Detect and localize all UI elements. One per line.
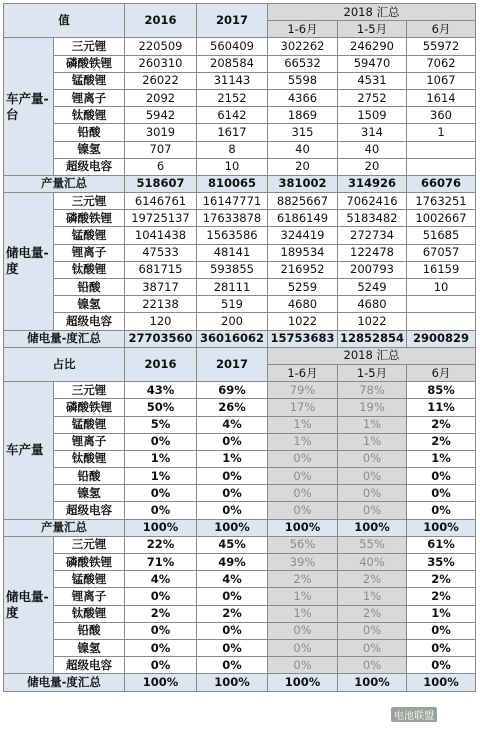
cell-2017: 200 <box>197 313 268 330</box>
row-name: 镍氢 <box>54 485 125 502</box>
cell-h1: 0% <box>268 657 338 674</box>
row-name: 铅酸 <box>54 279 125 296</box>
cell-2016: 26022 <box>125 72 197 89</box>
cell-2017: 49% <box>197 554 268 571</box>
cell-h1: 324419 <box>268 227 338 244</box>
cell-2016: 3019 <box>125 124 197 141</box>
row-name: 锂离子 <box>54 89 125 106</box>
header-m1-5: 1-5月 <box>338 21 407 38</box>
cell-2017: 45% <box>197 536 268 553</box>
cell-m1-5: 55% <box>338 536 407 553</box>
cell-2017: 0% <box>197 639 268 656</box>
cell-m1-5: 4680 <box>338 296 407 313</box>
cell-jun: 2% <box>407 416 476 433</box>
cell-2016: 38717 <box>125 279 197 296</box>
row-name: 铅酸 <box>54 124 125 141</box>
cell-m1-5: 5183482 <box>338 210 407 227</box>
cell-2017: 69% <box>197 382 268 399</box>
row-name: 磷酸铁锂 <box>54 554 125 571</box>
cell-m1-5: 1022 <box>338 313 407 330</box>
row-name: 三元锂 <box>54 536 125 553</box>
total-2017: 100% <box>197 519 268 536</box>
total-row <box>4 674 476 691</box>
cell-m1-5: 314 <box>338 124 407 141</box>
total-jun: 66076 <box>407 175 476 192</box>
total-2017: 810065 <box>197 175 268 192</box>
cell-m1-5: 59470 <box>338 55 407 72</box>
cell-2017: 0% <box>197 468 268 485</box>
total-label: 产量汇总 <box>4 519 125 536</box>
total-label: 产量汇总 <box>4 175 125 192</box>
cell-2017: 16147771 <box>197 193 268 210</box>
cell-m1-5: 2% <box>338 571 407 588</box>
row-name: 锰酸锂 <box>54 416 125 433</box>
table-row <box>4 279 476 296</box>
cell-h1: 0% <box>268 639 338 656</box>
row-name: 磷酸铁锂 <box>54 399 125 416</box>
cell-h1: 39% <box>268 554 338 571</box>
cell-h1: 56% <box>268 536 338 553</box>
cell-m1-5: 78% <box>338 382 407 399</box>
cell-m1-5: 40% <box>338 554 407 571</box>
header-jun: 6月 <box>407 21 476 38</box>
cell-m1-5: 0% <box>338 657 407 674</box>
cell-h1: 8825667 <box>268 193 338 210</box>
cell-m1-5: 272734 <box>338 227 407 244</box>
cell-h1: 0% <box>268 450 338 467</box>
table-row <box>4 227 476 244</box>
row-name: 磷酸铁锂 <box>54 210 125 227</box>
table-row <box>4 158 476 175</box>
cell-h1: 1% <box>268 433 338 450</box>
table-row <box>4 141 476 158</box>
cell-2016: 43% <box>125 382 197 399</box>
row-name: 铅酸 <box>54 468 125 485</box>
cell-2016: 707 <box>125 141 197 158</box>
cell-jun: 0% <box>407 639 476 656</box>
total-row <box>4 519 476 536</box>
cell-h1: 1022 <box>268 313 338 330</box>
cell-m1-5: 0% <box>338 485 407 502</box>
table-row <box>4 554 476 571</box>
cell-m1-5: 1509 <box>338 107 407 124</box>
cell-jun: 2% <box>407 571 476 588</box>
cell-2016: 1% <box>125 450 197 467</box>
cell-2016: 120 <box>125 313 197 330</box>
cell-2016: 1% <box>125 468 197 485</box>
cell-jun: 1 <box>407 124 476 141</box>
cell-m1-5: 2% <box>338 605 407 622</box>
header-2016: 2016 <box>125 4 197 38</box>
cell-jun <box>407 141 476 158</box>
cell-jun: 2% <box>407 433 476 450</box>
cell-h1: 66532 <box>268 55 338 72</box>
total-2016: 27703560 <box>125 330 197 347</box>
cell-jun: 7062 <box>407 55 476 72</box>
cell-jun: 0% <box>407 622 476 639</box>
header-2017: 2017 <box>197 4 268 38</box>
cell-m1-5: 0% <box>338 468 407 485</box>
cell-m1-5: 246290 <box>338 38 407 55</box>
cell-2017: 4% <box>197 571 268 588</box>
header-2017: 2017 <box>197 347 268 381</box>
cell-h1: 2% <box>268 571 338 588</box>
cell-2017: 1% <box>197 450 268 467</box>
cell-h1: 0% <box>268 468 338 485</box>
cell-2016: 0% <box>125 502 197 519</box>
cell-jun: 2% <box>407 588 476 605</box>
cell-jun: 35% <box>407 554 476 571</box>
cell-jun: 1614 <box>407 89 476 106</box>
cell-jun: 1002667 <box>407 210 476 227</box>
cell-2016: 681715 <box>125 261 197 278</box>
header-label: 值 <box>4 4 125 38</box>
cell-jun: 0% <box>407 502 476 519</box>
cell-jun <box>407 158 476 175</box>
cell-m1-5: 0% <box>338 502 407 519</box>
cell-jun: 0% <box>407 657 476 674</box>
row-name: 锂离子 <box>54 433 125 450</box>
cell-h1: 5598 <box>268 72 338 89</box>
table-row <box>4 399 476 416</box>
cell-jun: 51685 <box>407 227 476 244</box>
cell-2016: 260310 <box>125 55 197 72</box>
cell-2016: 19725137 <box>125 210 197 227</box>
cell-2017: 0% <box>197 657 268 674</box>
data-table <box>3 3 476 692</box>
table-row <box>4 261 476 278</box>
total-m1-5: 12852854 <box>338 330 407 347</box>
header-2016: 2016 <box>125 347 197 381</box>
table-row <box>4 193 476 210</box>
cell-h1: 0% <box>268 502 338 519</box>
cell-m1-5: 1% <box>338 588 407 605</box>
cell-2017: 8 <box>197 141 268 158</box>
cell-2017: 26% <box>197 399 268 416</box>
cell-2017: 0% <box>197 485 268 502</box>
total-2016: 518607 <box>125 175 197 192</box>
cell-2016: 5942 <box>125 107 197 124</box>
table-row <box>4 416 476 433</box>
header-jun: 6月 <box>407 364 476 381</box>
cell-2016: 1041438 <box>125 227 197 244</box>
header-2018-summary: 2018 汇总 <box>268 4 476 21</box>
cell-2016: 0% <box>125 657 197 674</box>
table-row <box>4 639 476 656</box>
total-m1-5: 314926 <box>338 175 407 192</box>
row-name: 钛酸锂 <box>54 450 125 467</box>
cell-jun <box>407 313 476 330</box>
row-name: 超级电容 <box>54 313 125 330</box>
cell-jun: 55972 <box>407 38 476 55</box>
row-name: 锰酸锂 <box>54 72 125 89</box>
total-row <box>4 330 476 347</box>
cell-h1: 1% <box>268 416 338 433</box>
total-m1-5: 100% <box>338 519 407 536</box>
table-row <box>4 605 476 622</box>
cell-jun: 0% <box>407 485 476 502</box>
cell-2017: 0% <box>197 433 268 450</box>
total-m1-5: 100% <box>338 674 407 691</box>
header-2018-summary: 2018 汇总 <box>268 347 476 364</box>
cell-2016: 6 <box>125 158 197 175</box>
cell-jun: 16159 <box>407 261 476 278</box>
cell-h1: 79% <box>268 382 338 399</box>
cell-h1: 0% <box>268 485 338 502</box>
cell-m1-5: 0% <box>338 639 407 656</box>
cell-2016: 2% <box>125 605 197 622</box>
cell-2017: 10 <box>197 158 268 175</box>
cell-h1: 4366 <box>268 89 338 106</box>
row-name: 锰酸锂 <box>54 571 125 588</box>
table-row <box>4 296 476 313</box>
total-2017: 100% <box>197 674 268 691</box>
category-label: 车产量 <box>4 382 54 520</box>
row-name: 钛酸锂 <box>54 107 125 124</box>
cell-h1: 1869 <box>268 107 338 124</box>
row-name: 锂离子 <box>54 244 125 261</box>
cell-2016: 4% <box>125 571 197 588</box>
total-2016: 100% <box>125 519 197 536</box>
cell-h1: 20 <box>268 158 338 175</box>
cell-2016: 71% <box>125 554 197 571</box>
header-h1: 1-6月 <box>268 21 338 38</box>
category-label: 储电量-度 <box>4 536 54 674</box>
row-name: 超级电容 <box>54 657 125 674</box>
cell-jun: 360 <box>407 107 476 124</box>
cell-2017: 0% <box>197 622 268 639</box>
total-h1: 100% <box>268 519 338 536</box>
cell-2017: 2152 <box>197 89 268 106</box>
cell-2016: 0% <box>125 588 197 605</box>
cell-jun: 11% <box>407 399 476 416</box>
cell-2016: 5% <box>125 416 197 433</box>
cell-h1: 315 <box>268 124 338 141</box>
cell-h1: 40 <box>268 141 338 158</box>
category-label: 车产量-台 <box>4 38 54 176</box>
cell-2017: 0% <box>197 588 268 605</box>
row-name: 镍氢 <box>54 639 125 656</box>
row-name: 超级电容 <box>54 158 125 175</box>
cell-2016: 0% <box>125 639 197 656</box>
cell-2016: 2092 <box>125 89 197 106</box>
cell-h1: 216952 <box>268 261 338 278</box>
total-h1: 100% <box>268 674 338 691</box>
table-row <box>4 107 476 124</box>
cell-2017: 17633878 <box>197 210 268 227</box>
cell-2016: 0% <box>125 485 197 502</box>
cell-m1-5: 7062416 <box>338 193 407 210</box>
cell-jun: 1% <box>407 605 476 622</box>
cell-2017: 519 <box>197 296 268 313</box>
row-name: 磷酸铁锂 <box>54 55 125 72</box>
row-name: 钛酸锂 <box>54 261 125 278</box>
row-name: 锰酸锂 <box>54 227 125 244</box>
cell-jun: 1% <box>407 450 476 467</box>
watermark: 电池联盟 <box>391 707 437 722</box>
cell-jun <box>407 296 476 313</box>
cell-m1-5: 1% <box>338 433 407 450</box>
table-row <box>4 588 476 605</box>
total-h1: 15753683 <box>268 330 338 347</box>
cell-m1-5: 20 <box>338 158 407 175</box>
cell-2017: 4% <box>197 416 268 433</box>
total-jun: 100% <box>407 674 476 691</box>
cell-h1: 6186149 <box>268 210 338 227</box>
cell-h1: 302262 <box>268 38 338 55</box>
total-2017: 36016062 <box>197 330 268 347</box>
table-row <box>4 124 476 141</box>
cell-h1: 1% <box>268 605 338 622</box>
total-jun: 100% <box>407 519 476 536</box>
cell-2017: 1563586 <box>197 227 268 244</box>
row-name: 锂离子 <box>54 588 125 605</box>
cell-2016: 6146761 <box>125 193 197 210</box>
header-m1-5: 1-5月 <box>338 364 407 381</box>
table-row <box>4 450 476 467</box>
row-name: 三元锂 <box>54 38 125 55</box>
cell-m1-5: 0% <box>338 450 407 467</box>
cell-m1-5: 1% <box>338 416 407 433</box>
cell-2017: 48141 <box>197 244 268 261</box>
cell-h1: 4680 <box>268 296 338 313</box>
cell-2016: 22% <box>125 536 197 553</box>
cell-2017: 1617 <box>197 124 268 141</box>
cell-jun: 67057 <box>407 244 476 261</box>
table-row <box>4 468 476 485</box>
table-row <box>4 55 476 72</box>
table-row <box>4 622 476 639</box>
cell-2017: 2% <box>197 605 268 622</box>
cell-2016: 0% <box>125 433 197 450</box>
cell-2017: 31143 <box>197 72 268 89</box>
table-row <box>4 89 476 106</box>
cell-m1-5: 0% <box>338 622 407 639</box>
cell-h1: 5259 <box>268 279 338 296</box>
cell-m1-5: 122478 <box>338 244 407 261</box>
category-label: 储电量-度 <box>4 193 54 331</box>
row-name: 钛酸锂 <box>54 605 125 622</box>
cell-h1: 189534 <box>268 244 338 261</box>
table-row <box>4 571 476 588</box>
row-name: 镍氢 <box>54 141 125 158</box>
table-row <box>4 433 476 450</box>
cell-h1: 0% <box>268 622 338 639</box>
cell-m1-5: 19% <box>338 399 407 416</box>
cell-m1-5: 2752 <box>338 89 407 106</box>
cell-m1-5: 200793 <box>338 261 407 278</box>
table-row <box>4 536 476 553</box>
cell-m1-5: 4531 <box>338 72 407 89</box>
total-2016: 100% <box>125 674 197 691</box>
row-name: 三元锂 <box>54 193 125 210</box>
header-row <box>4 4 476 21</box>
table-row <box>4 657 476 674</box>
cell-2017: 560409 <box>197 38 268 55</box>
row-name: 镍氢 <box>54 296 125 313</box>
total-jun: 2900829 <box>407 330 476 347</box>
cell-2017: 593855 <box>197 261 268 278</box>
header-label: 占比 <box>4 347 125 381</box>
cell-2016: 22138 <box>125 296 197 313</box>
cell-2017: 0% <box>197 502 268 519</box>
cell-jun: 61% <box>407 536 476 553</box>
cell-jun: 0% <box>407 468 476 485</box>
cell-jun: 1763251 <box>407 193 476 210</box>
total-h1: 381002 <box>268 175 338 192</box>
cell-jun: 10 <box>407 279 476 296</box>
cell-2016: 220509 <box>125 38 197 55</box>
cell-2017: 208584 <box>197 55 268 72</box>
cell-2016: 0% <box>125 622 197 639</box>
cell-2016: 50% <box>125 399 197 416</box>
cell-jun: 1067 <box>407 72 476 89</box>
cell-m1-5: 40 <box>338 141 407 158</box>
cell-jun: 85% <box>407 382 476 399</box>
cell-2017: 28111 <box>197 279 268 296</box>
total-label: 储电量-度汇总 <box>4 674 125 691</box>
cell-h1: 1% <box>268 588 338 605</box>
cell-h1: 17% <box>268 399 338 416</box>
table-row <box>4 382 476 399</box>
row-name: 超级电容 <box>54 502 125 519</box>
total-row <box>4 175 476 192</box>
total-label: 储电量-度汇总 <box>4 330 125 347</box>
header-row <box>4 347 476 364</box>
cell-2016: 47533 <box>125 244 197 261</box>
header-h1: 1-6月 <box>268 364 338 381</box>
row-name: 三元锂 <box>54 382 125 399</box>
cell-m1-5: 5249 <box>338 279 407 296</box>
cell-2017: 6142 <box>197 107 268 124</box>
table-row <box>4 313 476 330</box>
row-name: 铅酸 <box>54 622 125 639</box>
table-row <box>4 38 476 55</box>
table-row <box>4 502 476 519</box>
table-row <box>4 485 476 502</box>
table-row <box>4 244 476 261</box>
table-row <box>4 210 476 227</box>
table-row <box>4 72 476 89</box>
